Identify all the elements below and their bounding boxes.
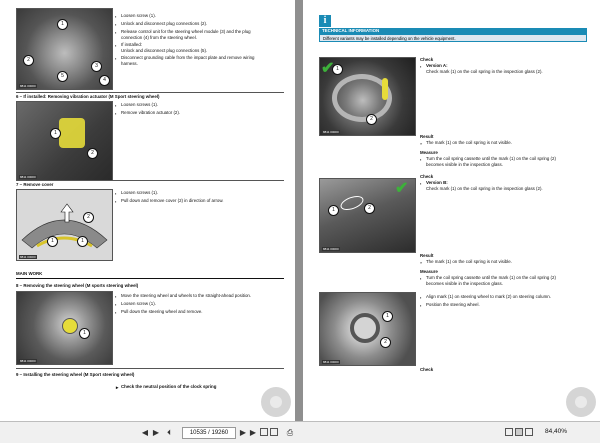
step6-line-1: Loosen screws (1). [121, 102, 159, 107]
checkmark-icon: ✔ [321, 60, 335, 77]
version-b-label: Version B: [426, 180, 448, 185]
step6-line-2: Remove vibration actuator (2). [121, 110, 181, 115]
cover-diagram [17, 190, 112, 260]
version-b-line: Check mark (1) on the coil spring in the inspection glass (2). [426, 186, 543, 191]
version-a-result-label: Result [420, 134, 434, 139]
two-page-view-icon[interactable] [515, 428, 523, 436]
image-caption: 8811 00000 [323, 247, 339, 251]
technical-info-box [319, 15, 587, 49]
step0-line-4: connection (4) from the steering wheel. [121, 35, 197, 40]
page-nav-overlay[interactable] [261, 387, 291, 417]
align-check: Check [420, 367, 434, 372]
inspection-glass-highlight [382, 78, 388, 100]
version-a-label: Version A: [426, 63, 448, 68]
first-page-icon[interactable]: ◀ [141, 428, 149, 437]
version-b-measure-label: Measure [420, 269, 438, 274]
step8-line-1: Move the steering wheel and wheels to the straight-ahead position. [121, 293, 252, 298]
version-b-result-label: Result [420, 253, 434, 258]
step7-line-1: Loosen screws (1). [121, 190, 159, 195]
prev-page-icon[interactable]: ▶ [152, 428, 160, 437]
vibration-actuator-image: 1 2 8811 00000 [16, 101, 113, 181]
version-a-image: 1 2 8811 00000 [319, 57, 416, 136]
image-caption: 8811 00000 [20, 255, 36, 259]
version-a-check: Check [420, 57, 434, 62]
left-page: 1 2 3 5 4 8811 00000 ▪ Loosen screw (1). ▪ Unlock and disconnect plug connections (2). ▪ Release control unit for the steering wheel module (3) and the plug connection (4) from the steering wheel. ▪ If installed: Unlock and disconnect plug connections (5). ▪ Disconnect grounding cable from the impact plate and remove wiring harness. 6 – If installed: Removing vibration actuator (M Sport steering wheel) 1 2 8811 00000 ▪ Loosen screws (1). ▪ Remove vibration actuator (2). 7 – Remove cover 2 1 1 8811 00000 ▪ Loosen screws (1). ▪ Pull down and remove cover (2) in direction of arrow. MAIN WORK 8 – Removing the steering wheel (M sports steering wheel) 1 8811 00000 ▪ Move the steering wheel and wheels to the straight-ahead position. ▪ Loosen screw (1). ▪ Pull down the steering wheel and remove. 9 – Installing the steering wheel (M Sport steering wheel) ► Check the neutral position of the clock spring [0, 0, 295, 421]
center-nut [62, 318, 78, 334]
info-heading: TECHNICAL INFORMATION [319, 28, 587, 34]
viewer-toolbar [0, 421, 600, 443]
version-a-line: Check mark (1) on the coil spring in the inspection glass (2). [426, 69, 543, 74]
info-icon: i [319, 15, 331, 27]
step8-title: 8 – Removing the steering wheel (M sports steering wheel) [16, 283, 139, 288]
next-page-icon[interactable]: ▶ [239, 428, 247, 437]
step9-title: 9 – Installing the steering wheel (M Sport steering wheel) [16, 372, 135, 377]
paste-icon[interactable] [270, 428, 278, 436]
step7-title: 7 – Remove cover [16, 182, 54, 187]
step0-line-3: Release control unit for the steering wheel module (3) and the plug [121, 29, 251, 34]
image-caption: 8811 00000 [20, 175, 36, 179]
step0-line-6: Unlock and disconnect plug connections (5). [121, 48, 208, 53]
continuous-view-icon[interactable] [525, 428, 533, 436]
page-nav-overlay[interactable] [566, 387, 596, 417]
inspection-glass [339, 193, 366, 212]
page-up-icon[interactable]: ⏴ [167, 428, 171, 437]
copy-icon[interactable] [260, 428, 268, 436]
steering-wheel-module-image: 1 2 3 5 4 8811 00000 [16, 8, 113, 90]
main-work-heading: MAIN WORK [16, 271, 43, 276]
version-a-result: The mark (1) on the coil spring is not visible. [426, 140, 512, 145]
version-a-measure-2: becomes visible in the inspection glass. [426, 162, 503, 167]
column-hub [350, 313, 380, 343]
single-page-view-icon[interactable] [505, 428, 513, 436]
step0-line-8: harness. [121, 61, 138, 66]
step0-line-5: If installed: [121, 42, 142, 47]
page-number-input[interactable]: 10535 / 19260 [182, 427, 236, 439]
align-line-2: Position the steering wheel. [426, 302, 480, 307]
version-b-check: Check [420, 174, 434, 179]
step8-line-3: Pull down the steering wheel and remove. [121, 309, 203, 314]
step0-line-2: Unlock and disconnect plug connections (2). [121, 21, 208, 26]
version-a-measure-label: Measure [420, 150, 438, 155]
info-body: Different variants may be installed depending on the vehicle equipment. [319, 34, 587, 42]
version-b-measure-1: Turn the coil spring cassette until the mark (1) on the coil spring (2) [426, 275, 556, 280]
steering-wheel-removal-image: 1 8811 00000 [16, 291, 113, 365]
zoom-level[interactable]: 84,40% [545, 428, 568, 435]
version-b-measure-2: becomes visible in the inspection glass. [426, 281, 503, 286]
image-caption: 8811 00000 [323, 130, 339, 134]
step6-title: 6 – If installed: Removing vibration actuator (M Sport steering wheel) [16, 94, 160, 99]
last-page-icon[interactable]: ▶ [249, 428, 257, 437]
align-line-1: Align mark (1) on steering wheel to mark (2) on steering column. [426, 294, 551, 299]
print-icon[interactable]: ⎙ [286, 428, 294, 437]
version-b-image: 1 2 8811 00000 [319, 178, 416, 253]
step9-arrow-line: Check the neutral position of the clock spring [121, 384, 217, 389]
step0-line-7: Disconnect grounding cable from the impact plate and remove wiring [121, 55, 255, 60]
vibration-actuator-highlight [59, 118, 85, 148]
right-page: i TECHNICAL INFORMATION Different variants may be installed depending on the vehicle equipment. 1 2 8811 00000 ✔ Check ▪ Version A: Check mark (1) on the coil spring in the inspection glass (2). Result » The mark (1) on the coil spring is not visible. Measure ▪ Turn the coil spring cassette until the mark (1) on the coil spring (2) becomes visible in the inspection glass. 1 2 8811 00000 ✔ Check ▪ Version B: Check mark (1) on the coil spring in the inspection glass (2). Result » The mark (1) on the coil spring is not visible. Measure ▪ Turn the coil spring cassette until the mark (1) on the coil spring (2) becomes visible in the inspection glass. 1 2 8811 00000 ▪ Align mark (1) on steering wheel to mark (2) on steering column. ▪ Position the steering wheel. Check [303, 0, 600, 421]
steering-column-align-image: 1 2 8811 00000 [319, 292, 416, 366]
image-caption: 8811 00000 [20, 84, 36, 88]
step7-line-2: Pull down and remove cover (2) in direction of arrow. [121, 198, 224, 203]
step0-line-1: Loosen screw (1). [121, 13, 156, 18]
version-b-result: The mark (1) on the coil spring is not visible. [426, 259, 512, 264]
checkmark-icon: ✔ [395, 180, 409, 197]
version-a-measure-1: Turn the coil spring cassette until the mark (1) on the coil spring (2) [426, 156, 556, 161]
cover-removal-image: 2 1 1 8811 00000 [16, 189, 113, 261]
image-caption: 8811 00000 [20, 359, 36, 363]
step8-line-2: Loosen screw (1). [121, 301, 156, 306]
image-caption: 8811 00000 [323, 360, 339, 364]
